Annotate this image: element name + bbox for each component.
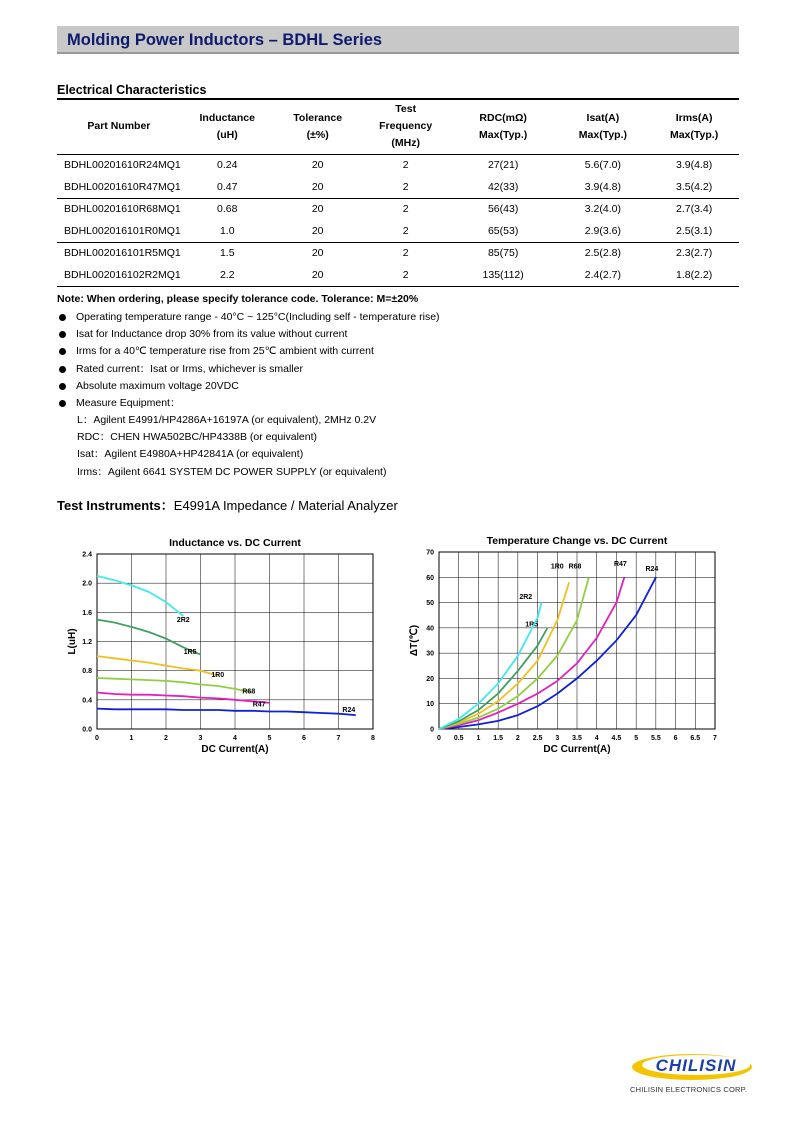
table-row: [57, 154, 739, 176]
part-number-cell: BDHL00201610R24MQ1: [64, 159, 181, 172]
table-cell: 3.9(4.8): [676, 159, 713, 172]
test-instruments-label: Test Instruments：: [57, 498, 174, 513]
x-tick-label: 0: [437, 735, 441, 742]
y-tick-label: 1.2: [82, 639, 92, 646]
column-header-line: (MHz): [391, 137, 420, 150]
x-axis-label: DC Current(A): [543, 744, 611, 755]
column-header-line: Max(Typ.): [578, 128, 627, 141]
y-tick-label: 20: [426, 675, 434, 683]
column-header-line: (±%): [306, 128, 329, 141]
table-row: [57, 264, 739, 286]
part-number-cell: BDHL002016101R5MQ1: [64, 247, 181, 260]
table-cell: 1.8(2.2): [649, 264, 739, 286]
table-cell: 0.47: [181, 176, 274, 198]
series-label-2r2: 2R2: [176, 616, 190, 624]
table-header-row: [57, 100, 739, 154]
table-cell: 2: [362, 220, 450, 242]
table-cell: 2: [402, 159, 409, 172]
equipment-item: RDC：CHEN HWA502BC/HP4338B (or equivalent): [77, 431, 318, 444]
y-tick-label: 0.4: [82, 697, 92, 705]
column-header: [274, 100, 362, 154]
bullet-item: Isat for Inductance drop 30% from its value without current: [57, 326, 440, 343]
table-cell: 3.5(4.2): [649, 176, 739, 198]
part-number-cell: BDHL00201610R68MQ1: [64, 203, 181, 216]
series-label-r47: R47: [252, 701, 266, 709]
x-tick-label: 5: [634, 735, 639, 742]
y-tick-label: 1.6: [82, 609, 92, 617]
chart-grid: [97, 554, 373, 729]
table-cell: 1.0: [181, 220, 274, 242]
column-header-line: Frequency: [379, 120, 433, 133]
test-instruments-value: E4991A Impedance / Material Analyzer: [173, 498, 398, 513]
y-axis-label: L(uH): [67, 628, 78, 655]
table-cell: 2.7(3.4): [676, 203, 713, 216]
x-tick-label: 4: [594, 735, 599, 742]
table-cell: 135(112): [450, 264, 557, 286]
page-title: Molding Power Inductors – BDHL Series: [67, 31, 383, 49]
series-label-2r2: 2R2: [519, 593, 533, 601]
column-header-line: Tolerance: [293, 111, 343, 124]
spec-table: [57, 100, 739, 287]
equipment-list: [77, 412, 386, 481]
x-tick-label: 4.5: [611, 735, 622, 742]
table-cell: 20: [311, 203, 324, 216]
x-tick-label: 1: [476, 735, 481, 742]
column-header-line: Inductance: [199, 111, 255, 124]
x-tick-label: 0: [95, 735, 99, 742]
x-tick-label: 3.5: [572, 735, 582, 742]
equipment-item: L：Agilent E4991/HP4286A+16197A (or equivalent), 2MHz 0.2V: [77, 414, 377, 426]
column-header-line: Max(Typ.): [479, 128, 528, 141]
bullet-item: Operating temperature range - 40°C ~ 125°C(Including self - temperature rise): [57, 309, 440, 326]
temperature-chart: [400, 530, 730, 770]
inductance-chart: [60, 530, 390, 770]
table-cell: 3.9(4.8): [557, 176, 650, 198]
column-header-line: Test: [395, 103, 417, 116]
x-tick-label: 8: [371, 735, 375, 742]
column-header: [450, 100, 557, 154]
logo-wordmark: CHILISIN: [655, 1056, 737, 1075]
equipment-item: Isat：Agilent E4980A+HP42841A (or equivalent): [77, 448, 304, 461]
chart-title: Inductance vs. DC Current: [169, 537, 301, 549]
y-tick-label: 0: [430, 726, 434, 734]
y-tick-label: 10: [426, 701, 434, 709]
table-cell: 42(33): [450, 176, 557, 198]
bullet-item: Irms for a 40℃ temperature rise from 25℃ ambient with current: [57, 343, 440, 360]
equipment-item: Irms：Agilent 6641 SYSTEM DC POWER SUPPLY (or equivalent): [77, 465, 387, 478]
series-line-r24: [97, 709, 356, 716]
y-tick-label: 60: [426, 574, 434, 582]
spec-bullet-list: [57, 309, 440, 412]
bullet-item: Rated current：Isat or Irms, whichever is smaller: [57, 361, 440, 378]
series-label-r68: R68: [242, 688, 256, 696]
column-header: [57, 100, 181, 154]
table-row: [57, 198, 739, 220]
table-cell: 20: [274, 176, 362, 198]
x-tick-label: 2.5: [532, 735, 543, 742]
table-cell: 2.5(3.1): [649, 220, 739, 242]
column-header-line: Max(Typ.): [669, 128, 719, 141]
table-cell: 65(53): [450, 220, 557, 242]
table-cell: 2.5(2.8): [584, 247, 621, 260]
table-cell: 85(75): [487, 247, 519, 260]
section-title: Electrical Characteristics: [57, 83, 207, 97]
y-tick-label: 0.8: [82, 668, 92, 676]
column-header: [557, 100, 650, 154]
table-cell: 2: [362, 264, 450, 286]
series-label-r24: R24: [342, 707, 356, 715]
series-label-1r5: 1R5: [525, 621, 539, 629]
page-header: [57, 26, 739, 54]
series-label-1r5: 1R5: [183, 648, 197, 656]
x-tick-label: 2: [164, 735, 168, 742]
table-cell: 20: [311, 247, 324, 260]
table-body: [57, 154, 739, 286]
column-header-line: RDC(mΩ): [479, 111, 527, 124]
series-line-1r0: [97, 656, 218, 676]
table-cell: 2.9(3.6): [557, 220, 650, 242]
table-cell: 20: [311, 159, 324, 172]
bullet-item: Absolute maximum voltage 20VDC: [57, 378, 440, 395]
column-header: [181, 100, 274, 154]
column-header: [649, 100, 739, 154]
x-tick-label: 5: [267, 735, 272, 742]
column-header: [362, 100, 450, 154]
table-cell: 2: [402, 247, 409, 260]
x-tick-label: 4: [233, 735, 237, 742]
column-header-line: Irms(A): [675, 111, 713, 124]
table-cell: 2: [402, 203, 409, 216]
table-row: [57, 220, 739, 242]
table-cell: 0.68: [217, 203, 238, 216]
table-cell: 56(43): [487, 203, 519, 216]
table-cell: 2.2: [181, 264, 274, 286]
table-cell: 20: [274, 220, 362, 242]
x-axis-label: DC Current(A): [201, 744, 269, 755]
column-header-line: (uH): [216, 128, 238, 141]
x-tick-label: 3: [555, 735, 560, 742]
x-tick-label: 2: [515, 735, 520, 742]
test-instruments: [57, 495, 398, 514]
y-tick-label: 2.4: [82, 551, 92, 559]
y-tick-label: 50: [426, 600, 434, 608]
part-number-cell: BDHL00201610R47MQ1: [57, 176, 181, 198]
bullet-item: Measure Equipment：: [57, 395, 440, 412]
x-tick-label: 6: [302, 735, 306, 742]
series-label-1r0: 1R0: [550, 563, 564, 571]
y-tick-label: 30: [426, 650, 434, 658]
part-number-cell: BDHL002016101R0MQ1: [57, 220, 181, 242]
series-label-r47: R47: [613, 560, 627, 568]
table-cell: 0.24: [217, 159, 238, 172]
x-tick-label: 7: [713, 735, 717, 742]
table-cell: 5.6(7.0): [584, 159, 621, 172]
table-cell: 2.3(2.7): [676, 247, 713, 260]
table-row: [57, 176, 739, 198]
series-line-r68: [97, 678, 252, 693]
y-tick-label: 70: [426, 549, 434, 557]
ordering-note: Note: When ordering, please specify tolerance code. Tolerance: M=±20%: [57, 293, 419, 305]
part-number-cell: BDHL002016102R2MQ1: [57, 264, 181, 286]
x-tick-label: 1.5: [493, 735, 504, 742]
series-label-r68: R68: [568, 563, 582, 571]
x-tick-label: 7: [336, 735, 341, 742]
table-cell: 2: [362, 176, 450, 198]
table-cell: 2.4(2.7): [557, 264, 650, 286]
x-tick-label: 5.5: [650, 735, 661, 742]
series-label-1r0: 1R0: [211, 672, 225, 680]
table-cell: 1.5: [219, 247, 235, 260]
company-name: CHILISIN ELECTRONICS CORP.: [630, 1085, 748, 1094]
series-label-r24: R24: [645, 565, 659, 573]
column-header-line: Part Number: [87, 120, 151, 133]
table-cell: 20: [274, 264, 362, 286]
x-tick-label: 1: [129, 735, 134, 742]
table-cell: 3.2(4.0): [584, 203, 621, 216]
table-cell: 27(21): [487, 159, 519, 172]
x-tick-label: 3: [198, 735, 203, 742]
x-tick-label: 6: [673, 735, 678, 742]
y-tick-label: 0.0: [82, 726, 92, 734]
y-tick-label: 40: [426, 625, 434, 633]
x-tick-label: 0.5: [453, 735, 464, 742]
x-tick-label: 6.5: [690, 735, 701, 742]
series-line-2r2: [97, 576, 183, 616]
y-axis-label: ΔT(℃): [409, 624, 420, 657]
chart-title: Temperature Change vs. DC Current: [486, 535, 668, 547]
column-header-line: Isat(A): [586, 111, 620, 124]
table-row: [57, 242, 739, 264]
y-tick-label: 2.0: [82, 580, 92, 588]
